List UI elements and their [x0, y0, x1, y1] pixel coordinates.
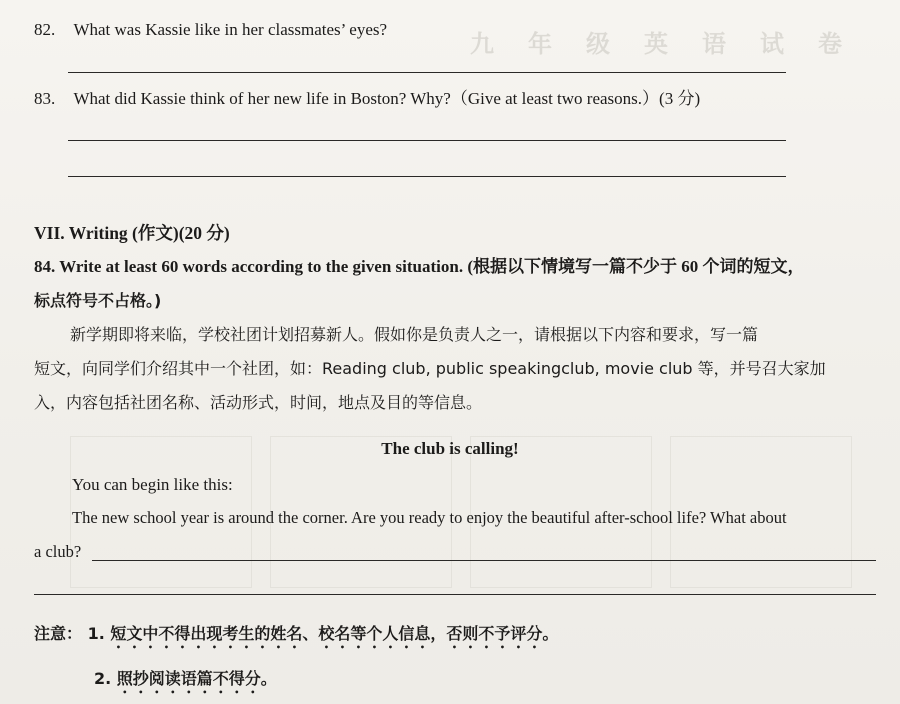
question-84-line-2: 标点符号不占格。)	[34, 291, 162, 310]
notes-item-1-number: 1.	[87, 624, 105, 643]
notes-item-2	[94, 668, 277, 697]
question-84-line-1: 84. Write at least 60 words according to the given situation. (根据以下情境写一篇不少于 60 个词的短文，	[34, 257, 805, 276]
notes-item-2-number: 2.	[94, 669, 112, 688]
notes-item-2-text: 照抄阅读语篇不得分。	[116, 669, 277, 688]
question-83-number: 83.	[34, 89, 56, 108]
instruction-line-3: 入，内容包括社团名称、活动形式，时间，地点及目的等信息。	[34, 393, 483, 412]
notes-label: 注意：	[34, 624, 83, 643]
answer-line-83-b[interactable]	[68, 176, 786, 177]
notes-item-1-text: 短文中不得出现考生的姓名、校名等个人信息，否则不予评分。	[110, 624, 559, 643]
begin-text-line-1: The new school year is around the corner. Are you ready to enjoy the beautiful after-school life? What about	[72, 508, 787, 527]
question-82-text: What was Kassie like in her classmates’ eyes?	[73, 20, 388, 39]
bleed-through-text: 九 年 级 英 语 试 卷	[470, 32, 856, 58]
notes-item-1	[34, 623, 558, 652]
answer-line-83-a[interactable]	[68, 140, 786, 141]
begin-label: You can begin like this:	[72, 475, 233, 494]
section-heading-writing: VII. Writing (作文)(20 分)	[34, 223, 230, 243]
answer-line-82[interactable]	[68, 72, 786, 73]
begin-text-line-2: a club?	[34, 542, 82, 561]
essay-title: The club is calling!	[381, 439, 519, 458]
question-82-number: 82.	[34, 20, 56, 39]
instruction-line-2: 短文，向同学们介绍其中一个社团，如：Reading club, public speakingclub, movie club 等，并号召大家加	[34, 359, 826, 378]
instruction-line-1: 新学期即将来临，学校社团计划招募新人。假如你是负责人之一，请根据以下内容和要求，写一篇	[70, 325, 759, 344]
writing-line-2[interactable]	[34, 594, 876, 595]
question-82	[34, 19, 387, 41]
writing-line-1[interactable]	[92, 560, 876, 561]
question-83	[34, 88, 700, 110]
question-83-text: What did Kassie think of her new life in Boston? Why?（Give at least two reasons.）(3 分)	[73, 89, 701, 108]
